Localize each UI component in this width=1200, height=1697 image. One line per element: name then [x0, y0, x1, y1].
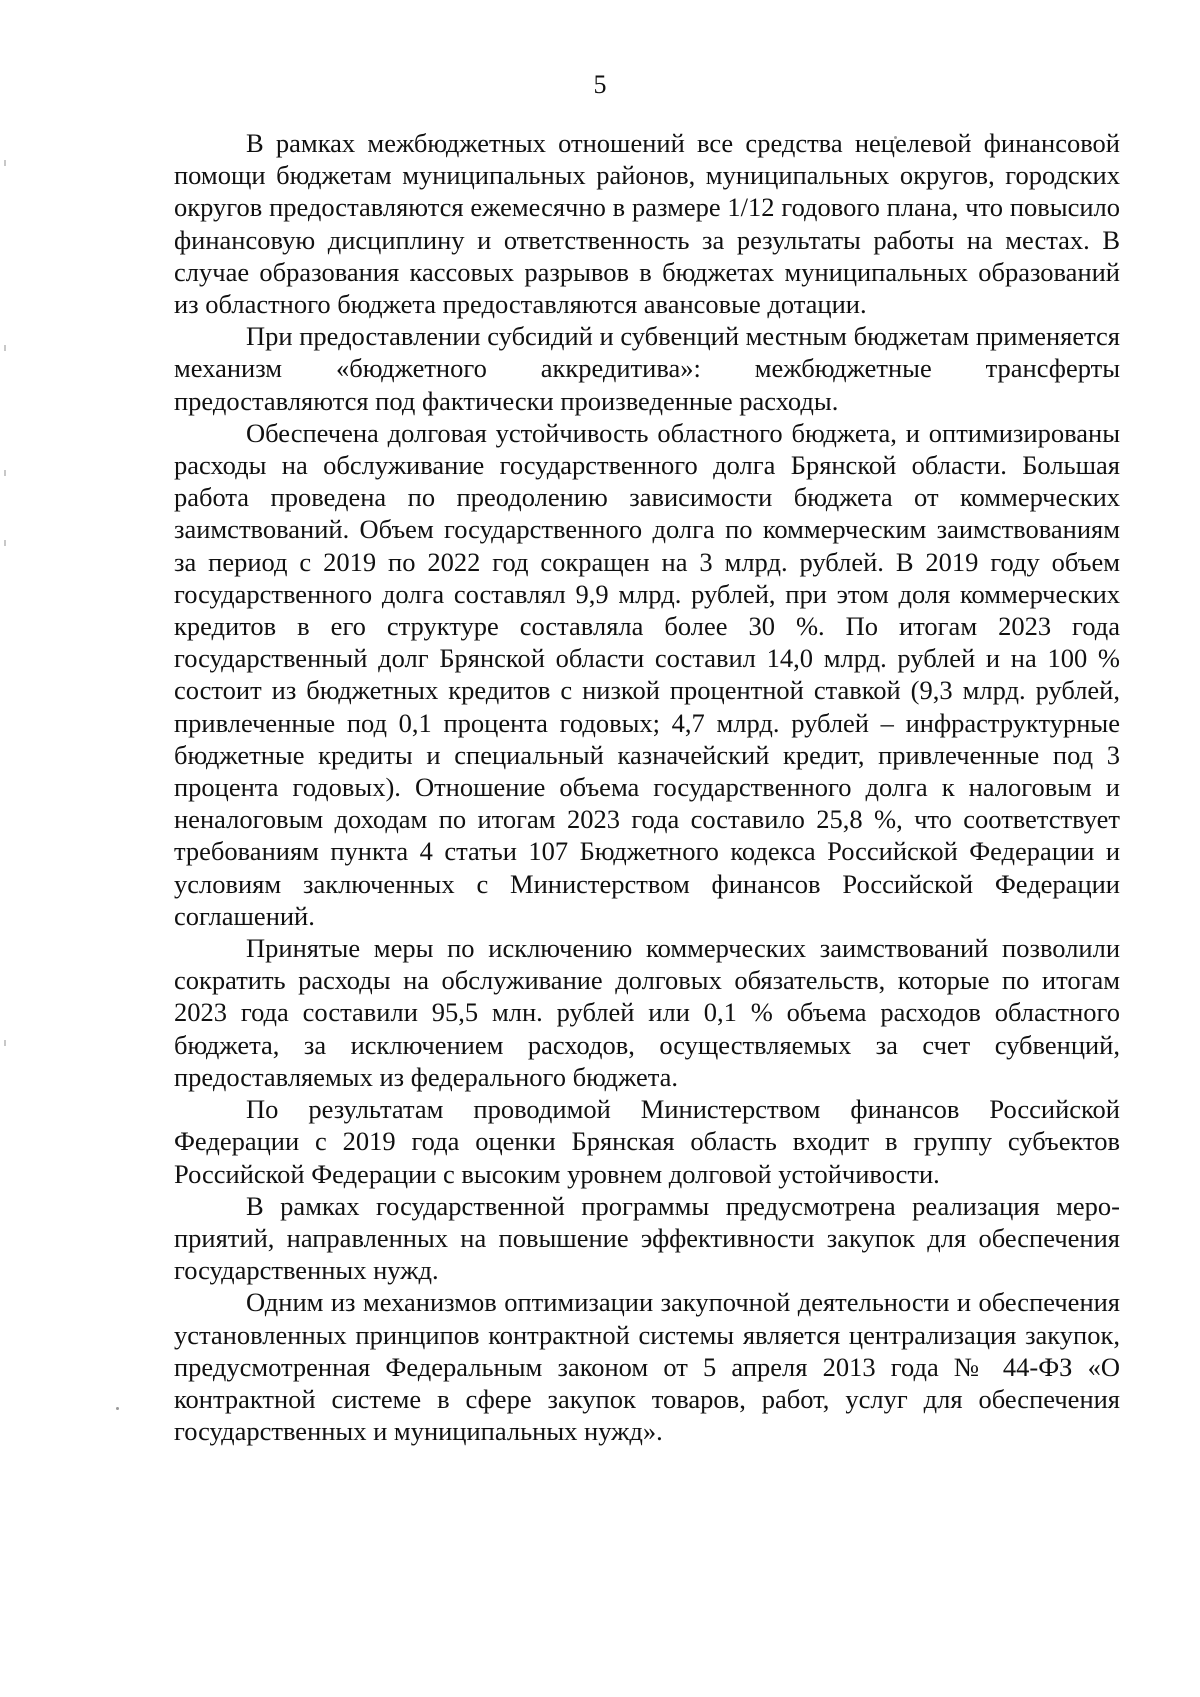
- paragraph-procurement-centralization: Одним из механизмов оптимизации закупочной деятельности и обеспечения установленных принципов контрактной системы является централизация закупок, предусмотренная Федеральным законом от 5 апреля 2013 года № 44-ФЗ «О контрактной системе в сфере закупок товаров, работ, услуг для обеспечения государственных и муниципальных нужд».: [174, 1287, 1120, 1447]
- scan-mark: [4, 470, 6, 476]
- page-number: 5: [593, 70, 607, 99]
- scan-mark: [4, 160, 6, 166]
- scan-mark: [4, 1040, 6, 1046]
- scan-mark: [4, 540, 6, 546]
- scan-dot: [116, 1407, 119, 1410]
- paragraph-debt-rating: По результатам проводимой Министерством финансов Российской Федерации с 2019 года оценки Брянская область входит в группу субъектов Российской Федерации с высоким уровнем долговой устойчивости.: [174, 1094, 1120, 1189]
- paragraph-procurement-program: В рамках государственной программы предусмотрена реализация мероприятий, направленных на повышение эффективности закупок для обеспечения государственных нужд.: [174, 1190, 1120, 1286]
- paragraph-budget-letter-of-credit: При предоставлении субсидий и субвенций местным бюджетам применяется механизм «бюджетного аккредитива»: межбюджетные трансферты предоставляются под фактически произведенные расходы.: [174, 321, 1120, 416]
- paragraph-debt-service-costs: Принятые меры по исключению коммерческих заимствований позволили сократить расходы на обслуживание долговых обязательств, которые по итогам 2023 года составили 95,5 млн. рублей или 0,1 % объема расходов областного бюджета, за исключением расходов, осуществляемых за счет субвенций, предоставляемых из федерального бюджета.: [174, 933, 1120, 1092]
- paragraph-debt-sustainability: Обеспечена долговая устойчивость областного бюджета, и оптимизированы расходы на обслуживание государственного долга Брянской области. Большая работа проведена по преодолению зависимости бюджета от коммерческих заимствований. Объем государственного долга по коммерческим заимствованиям за период с 2019 по 2022 год сокращен на 3 млрд. рублей. В 2019 году объем государственного долга составлял 9,9 млрд. рублей, при этом доля коммерческих кредитов в его структуре составляла более 30 %. По итогам 2023 года государственный долг Брянской области составил 14,0 млрд. рублей и на 100 % состоит из бюджетных кредитов с низкой процентной ставкой (9,3 млрд. рублей, привлеченные под 0,1 процента годовых; 4,7 млрд. рублей – инфраструктурные бюджетные кредиты и специальный казначейский кредит, привлеченные под 3 процента годовых). Отношение объема государственного долга к налоговым и неналоговым доходам по итогам 2023 года составило 25,8 %, что соответствует требованиям пункта 4 статьи 107 Бюджетного кодекса Российской Федерации и условиям заключенных с Министерством финансов Российской Федерации соглашений.: [174, 417, 1120, 931]
- scan-mark: [4, 345, 6, 351]
- document-body: [174, 127, 1120, 1447]
- paragraph-interbudget-relations: В рамках межбюджетных отношений все средства нецелевой финансовой помощи бюджетам муниципальных районов, муниципальных округов, городских округов предоставляются ежемесячно в размере 1/12 годового плана, что повысило финансовую дисциплину и ответственность за результаты работы на местах. В случае образования кассовых разрывов в бюджетах муниципальных образований из областного бюджета предоставляются авансовые дотации.: [174, 128, 1120, 320]
